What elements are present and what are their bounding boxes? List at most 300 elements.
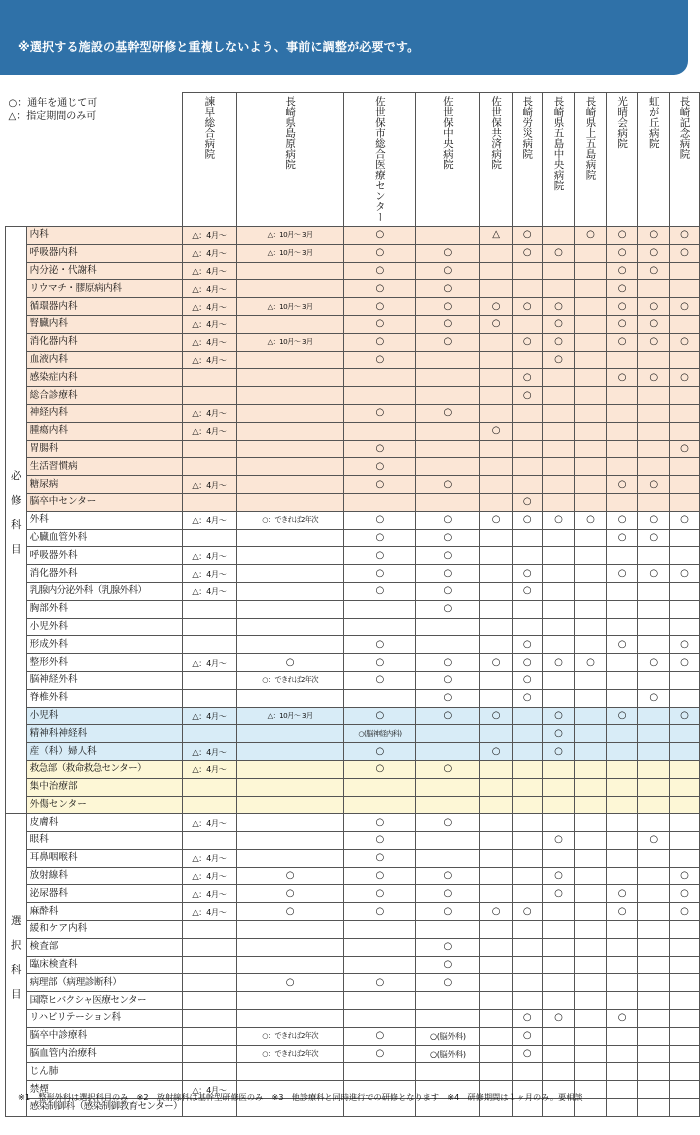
availability-cell	[575, 298, 607, 316]
availability-cell	[575, 476, 607, 494]
availability-cell: ○	[512, 1027, 542, 1045]
availability-cell	[606, 440, 638, 458]
availability-cell	[638, 280, 670, 298]
availability-cell	[542, 582, 574, 600]
availability-cell: ○	[670, 707, 700, 725]
table-row	[6, 422, 700, 440]
availability-cell: ○	[512, 689, 542, 707]
availability-cell: ○	[606, 476, 638, 494]
availability-cell	[480, 565, 512, 583]
availability-cell	[183, 1027, 237, 1045]
availability-cell	[236, 760, 344, 778]
availability-cell	[606, 832, 638, 850]
availability-cell	[236, 832, 344, 850]
availability-cell	[670, 1081, 700, 1099]
availability-cell	[638, 618, 670, 636]
group-label-cell	[6, 227, 27, 814]
availability-cell	[416, 849, 480, 867]
availability-cell: △：4月〜	[183, 422, 237, 440]
table-row	[6, 280, 700, 298]
availability-cell	[416, 992, 480, 1010]
availability-cell	[670, 280, 700, 298]
availability-cell	[575, 565, 607, 583]
availability-cell: △：10月〜 3月	[236, 333, 344, 351]
department-name: 外傷センター	[26, 796, 183, 814]
availability-cell: ○	[344, 298, 416, 316]
availability-cell	[606, 725, 638, 743]
table-row	[6, 387, 700, 405]
availability-cell: ○	[606, 529, 638, 547]
availability-cell: ○	[512, 582, 542, 600]
department-name: 総合診療科	[26, 387, 183, 405]
availability-cell	[236, 404, 344, 422]
availability-cell	[183, 778, 237, 796]
availability-cell	[575, 618, 607, 636]
availability-cell	[183, 938, 237, 956]
table-row	[6, 476, 700, 494]
availability-cell	[183, 1045, 237, 1063]
availability-cell	[512, 529, 542, 547]
availability-cell: ○	[416, 280, 480, 298]
availability-cell: ○	[344, 885, 416, 903]
availability-cell	[416, 422, 480, 440]
availability-cell: ○	[344, 333, 416, 351]
availability-cell	[638, 404, 670, 422]
availability-cell: ○	[638, 511, 670, 529]
availability-cell: △：4月〜	[183, 1081, 237, 1099]
availability-cell: ○	[416, 956, 480, 974]
availability-cell: ○	[670, 903, 700, 921]
availability-cell: ○	[638, 244, 670, 262]
availability-cell	[344, 369, 416, 387]
table-row	[6, 565, 700, 583]
table-row	[6, 689, 700, 707]
availability-cell	[638, 440, 670, 458]
availability-cell	[542, 796, 574, 814]
availability-cell	[542, 903, 574, 921]
availability-cell	[606, 422, 638, 440]
table-row	[6, 618, 700, 636]
availability-cell	[575, 796, 607, 814]
availability-cell	[416, 227, 480, 245]
availability-cell	[575, 1045, 607, 1063]
availability-cell	[638, 636, 670, 654]
availability-cell	[236, 1063, 344, 1081]
availability-cell: △：4月〜	[183, 404, 237, 422]
table-row	[6, 262, 700, 280]
availability-cell: ○	[606, 333, 638, 351]
availability-cell	[480, 636, 512, 654]
availability-cell: ○	[542, 298, 574, 316]
availability-cell	[480, 440, 512, 458]
table-row	[6, 582, 700, 600]
hospital-name: 長崎県五島中央病院	[552, 96, 565, 191]
availability-cell	[606, 743, 638, 761]
availability-cell	[670, 422, 700, 440]
availability-cell	[606, 547, 638, 565]
availability-cell	[236, 476, 344, 494]
table-row	[6, 743, 700, 761]
availability-cell	[638, 778, 670, 796]
availability-cell	[670, 921, 700, 939]
availability-cell	[344, 1010, 416, 1028]
table-row	[6, 921, 700, 939]
hospital-header	[344, 93, 416, 227]
availability-cell: ○	[416, 404, 480, 422]
availability-cell	[480, 1027, 512, 1045]
availability-cell: ○	[638, 369, 670, 387]
availability-cell	[606, 387, 638, 405]
availability-cell	[236, 369, 344, 387]
department-name: 生活習慣病	[26, 458, 183, 476]
availability-cell: ○	[416, 938, 480, 956]
availability-cell: ○	[670, 369, 700, 387]
availability-cell	[236, 458, 344, 476]
availability-cell: ○	[416, 707, 480, 725]
availability-cell: ○	[416, 333, 480, 351]
availability-cell	[183, 921, 237, 939]
availability-cell: ○	[344, 529, 416, 547]
availability-cell: ○	[606, 903, 638, 921]
availability-cell	[416, 387, 480, 405]
availability-cell: ○	[512, 511, 542, 529]
availability-cell	[575, 582, 607, 600]
availability-cell	[480, 387, 512, 405]
availability-cell	[542, 1063, 574, 1081]
availability-cell	[480, 458, 512, 476]
department-name: 呼吸器外科	[26, 547, 183, 565]
availability-cell	[670, 671, 700, 689]
availability-cell: △：4月〜	[183, 262, 237, 280]
availability-cell: ○	[344, 743, 416, 761]
availability-cell	[344, 796, 416, 814]
availability-cell	[670, 529, 700, 547]
hospital-name: 長崎県島原病院	[284, 96, 297, 170]
availability-cell: ○	[512, 654, 542, 672]
availability-cell	[542, 547, 574, 565]
availability-cell: ○	[480, 743, 512, 761]
availability-cell: ○	[480, 298, 512, 316]
table-row	[6, 707, 700, 725]
availability-cell	[344, 422, 416, 440]
availability-cell: ○	[670, 885, 700, 903]
availability-cell	[606, 849, 638, 867]
availability-cell	[542, 636, 574, 654]
availability-cell: △：4月〜	[183, 565, 237, 583]
availability-cell	[512, 440, 542, 458]
availability-cell	[236, 280, 344, 298]
availability-cell	[575, 778, 607, 796]
availability-cell: ○	[512, 298, 542, 316]
availability-cell	[236, 565, 344, 583]
availability-cell: ○	[344, 974, 416, 992]
availability-cell: ○	[638, 298, 670, 316]
availability-cell: △：4月〜	[183, 227, 237, 245]
table-row	[6, 654, 700, 672]
availability-cell	[670, 404, 700, 422]
availability-cell	[575, 351, 607, 369]
availability-cell: ○	[542, 1010, 574, 1028]
availability-cell	[638, 938, 670, 956]
availability-cell: ○	[638, 832, 670, 850]
availability-cell	[480, 280, 512, 298]
department-name: 感染制御科（感染制御教育センター）	[26, 1099, 183, 1117]
availability-cell	[542, 440, 574, 458]
availability-cell	[183, 796, 237, 814]
availability-cell	[236, 743, 344, 761]
availability-cell: ○	[542, 315, 574, 333]
availability-cell	[638, 921, 670, 939]
availability-cell	[480, 244, 512, 262]
group-label: 必修科目	[9, 469, 22, 568]
table-row	[6, 814, 700, 832]
table-row	[6, 529, 700, 547]
table-row	[6, 227, 700, 245]
availability-cell	[575, 671, 607, 689]
availability-cell	[606, 921, 638, 939]
availability-cell	[542, 227, 574, 245]
availability-cell	[512, 458, 542, 476]
availability-cell	[480, 867, 512, 885]
availability-cell	[670, 262, 700, 280]
hospital-header	[638, 93, 670, 227]
availability-cell	[670, 796, 700, 814]
department-name: 整形外科	[26, 654, 183, 672]
availability-cell	[542, 671, 574, 689]
department-name: 感染症内科	[26, 369, 183, 387]
availability-cell: △：4月〜	[183, 333, 237, 351]
availability-cell	[512, 885, 542, 903]
table-row	[6, 298, 700, 316]
availability-cell	[670, 832, 700, 850]
availability-cell: ○	[638, 565, 670, 583]
availability-cell	[542, 565, 574, 583]
availability-cell: △：4月〜	[183, 315, 237, 333]
availability-cell	[542, 618, 574, 636]
availability-cell: ○	[344, 832, 416, 850]
availability-cell	[416, 618, 480, 636]
availability-cell	[606, 1027, 638, 1045]
availability-cell: ○	[670, 440, 700, 458]
table-row	[6, 903, 700, 921]
availability-cell	[542, 1027, 574, 1045]
availability-cell: ○	[606, 298, 638, 316]
availability-cell	[575, 1063, 607, 1081]
department-name: 脳卒中診療科	[26, 1027, 183, 1045]
availability-cell	[480, 582, 512, 600]
availability-cell: ○	[416, 582, 480, 600]
table-row	[6, 404, 700, 422]
availability-cell	[236, 351, 344, 369]
availability-cell: ○：できれば2年次	[236, 1045, 344, 1063]
availability-cell	[575, 743, 607, 761]
notice-banner	[0, 0, 688, 75]
availability-cell: △：4月〜	[183, 582, 237, 600]
availability-cell	[236, 849, 344, 867]
availability-cell	[183, 387, 237, 405]
availability-cell	[480, 600, 512, 618]
availability-cell	[416, 1010, 480, 1028]
availability-cell	[542, 849, 574, 867]
availability-cell	[236, 618, 344, 636]
availability-cell	[606, 778, 638, 796]
department-name: 放射線科	[26, 867, 183, 885]
availability-cell	[512, 618, 542, 636]
availability-cell: ○：できれば2年次	[236, 1027, 344, 1045]
availability-cell	[416, 832, 480, 850]
availability-cell: ○	[512, 493, 542, 511]
availability-cell	[575, 404, 607, 422]
availability-cell: ○	[638, 333, 670, 351]
availability-cell: ○	[512, 903, 542, 921]
availability-cell	[480, 262, 512, 280]
availability-cell	[542, 689, 574, 707]
table-row	[6, 1045, 700, 1063]
availability-cell: ○	[236, 974, 344, 992]
availability-cell	[638, 760, 670, 778]
availability-cell: ○	[670, 298, 700, 316]
availability-cell	[575, 867, 607, 885]
availability-cell	[183, 992, 237, 1010]
availability-cell	[638, 1099, 670, 1117]
availability-cell	[236, 422, 344, 440]
availability-cell	[606, 351, 638, 369]
availability-cell	[236, 547, 344, 565]
department-name: 脊椎外科	[26, 689, 183, 707]
availability-cell	[670, 814, 700, 832]
availability-cell	[606, 654, 638, 672]
availability-cell: ○	[542, 707, 574, 725]
availability-cell	[542, 938, 574, 956]
availability-cell	[236, 725, 344, 743]
availability-cell	[512, 315, 542, 333]
availability-cell	[638, 1081, 670, 1099]
availability-cell	[236, 636, 344, 654]
availability-cell	[670, 689, 700, 707]
availability-cell: △：4月〜	[183, 885, 237, 903]
availability-cell	[236, 493, 344, 511]
availability-cell: △：4月〜	[183, 849, 237, 867]
availability-cell	[575, 315, 607, 333]
availability-cell	[183, 440, 237, 458]
department-name: 消化器内科	[26, 333, 183, 351]
hospital-name: 佐世保中央病院	[441, 96, 454, 170]
availability-cell: ○	[344, 244, 416, 262]
availability-cell	[236, 582, 344, 600]
table-row	[6, 671, 700, 689]
availability-cell	[183, 956, 237, 974]
department-name: じん肺	[26, 1063, 183, 1081]
availability-cell	[480, 1045, 512, 1063]
availability-cell	[575, 600, 607, 618]
availability-cell	[575, 903, 607, 921]
table-row	[6, 333, 700, 351]
department-name: 精神科神経科	[26, 725, 183, 743]
availability-cell	[670, 582, 700, 600]
availability-cell	[606, 582, 638, 600]
availability-cell: ○	[575, 227, 607, 245]
availability-cell	[575, 244, 607, 262]
availability-cell	[512, 974, 542, 992]
availability-cell: ○	[670, 565, 700, 583]
availability-cell	[606, 493, 638, 511]
department-name: 臨床検査科	[26, 956, 183, 974]
availability-cell: ○	[606, 885, 638, 903]
availability-cell	[480, 689, 512, 707]
availability-cell	[416, 796, 480, 814]
hospital-header	[480, 93, 512, 227]
availability-cell	[236, 387, 344, 405]
availability-cell: ○	[638, 262, 670, 280]
availability-cell	[670, 493, 700, 511]
availability-cell	[670, 1063, 700, 1081]
hospital-header	[606, 93, 638, 227]
availability-cell	[606, 1081, 638, 1099]
availability-cell	[606, 404, 638, 422]
department-name: 小児科	[26, 707, 183, 725]
availability-cell	[512, 814, 542, 832]
hospital-name: 佐世保共済病院	[490, 96, 503, 170]
availability-cell: ○	[542, 725, 574, 743]
table-row	[6, 636, 700, 654]
availability-cell	[416, 725, 480, 743]
availability-cell: ○	[638, 689, 670, 707]
legend-item: ○：通年を通じて可	[8, 97, 98, 109]
availability-cell	[575, 885, 607, 903]
availability-cell	[183, 636, 237, 654]
availability-cell	[606, 1045, 638, 1063]
table-row	[6, 974, 700, 992]
availability-cell	[236, 938, 344, 956]
availability-cell: ○	[344, 903, 416, 921]
availability-cell	[575, 707, 607, 725]
availability-cell: ○	[416, 244, 480, 262]
availability-cell: ○	[416, 885, 480, 903]
availability-cell: ○	[606, 244, 638, 262]
availability-cell: ○	[344, 476, 416, 494]
availability-cell	[606, 867, 638, 885]
availability-cell: ○	[606, 315, 638, 333]
availability-cell	[480, 547, 512, 565]
availability-cell	[670, 315, 700, 333]
availability-cell	[480, 618, 512, 636]
table-row	[6, 440, 700, 458]
department-name: 脳血管内治療科	[26, 1045, 183, 1063]
availability-cell: △：4月〜	[183, 654, 237, 672]
availability-cell: ○	[344, 458, 416, 476]
availability-cell	[416, 778, 480, 796]
availability-cell: ○	[344, 227, 416, 245]
availability-cell	[575, 938, 607, 956]
table-row	[6, 760, 700, 778]
availability-cell	[416, 351, 480, 369]
availability-cell	[480, 476, 512, 494]
availability-cell	[236, 440, 344, 458]
availability-cell	[512, 938, 542, 956]
department-name: 血液内科	[26, 351, 183, 369]
availability-cell	[480, 404, 512, 422]
availability-cell: △：10月〜 3月	[236, 244, 344, 262]
availability-cell	[575, 529, 607, 547]
availability-cell	[416, 743, 480, 761]
availability-cell	[606, 1099, 638, 1117]
availability-cell	[236, 529, 344, 547]
availability-cell: ○	[416, 476, 480, 494]
availability-cell	[512, 760, 542, 778]
hospital-name: 佐世保市総合医療センター	[373, 96, 386, 222]
availability-cell	[512, 743, 542, 761]
availability-cell: ○：できれば2年次	[236, 671, 344, 689]
